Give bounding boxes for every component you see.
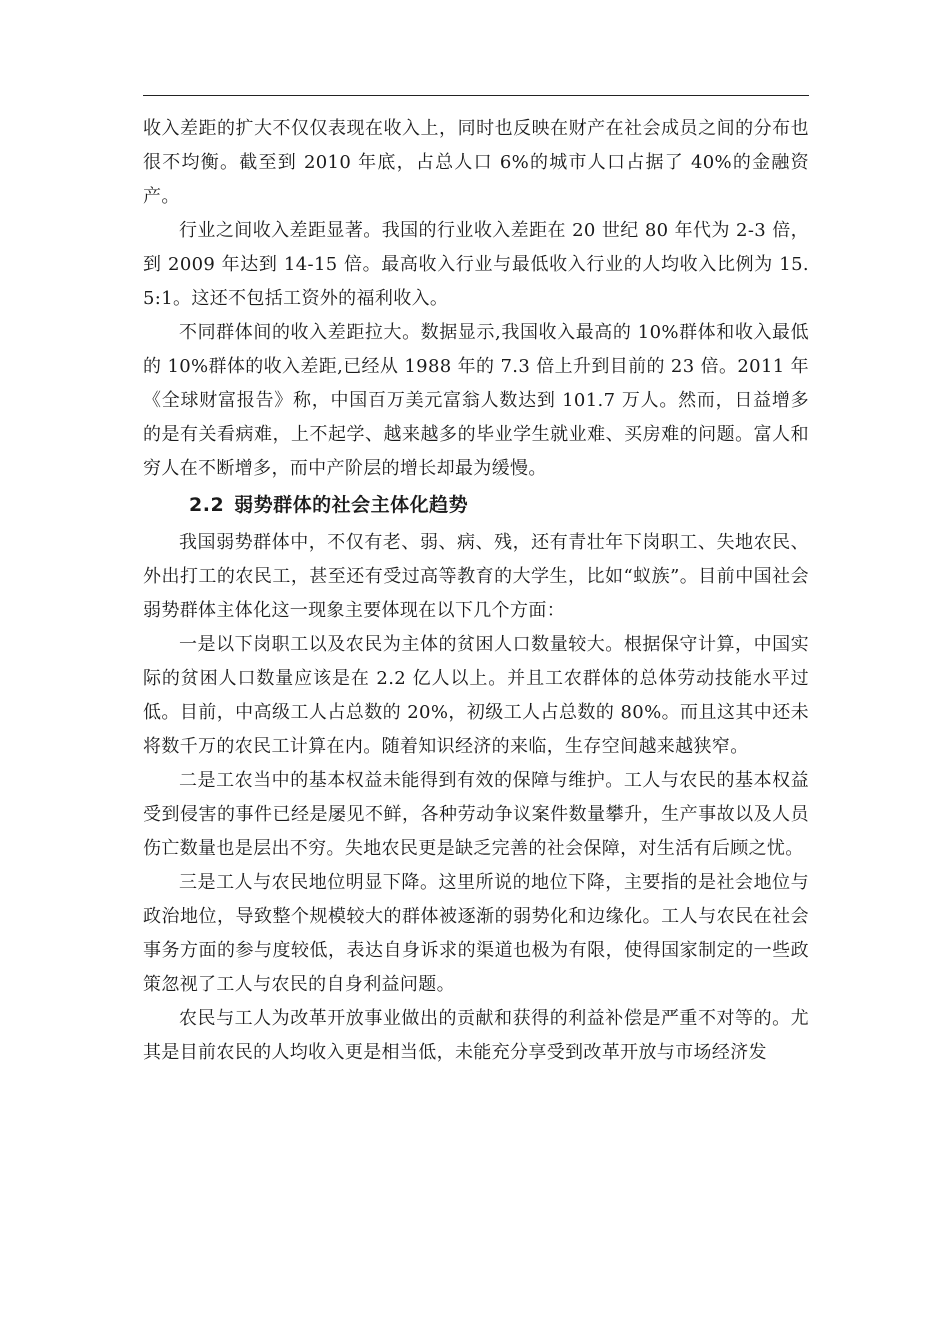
paragraph-point-three: 三是工人与农民地位明显下降。这里所说的地位下降，主要指的是社会地位与政治地位，导致整个规模较大的群体被逐渐的弱势化和边缘化。工人与农民在社会事务方面的参与度较低，表达自身诉求的渠道也极为有限，使得国家制定的一些政策忽视了工人与农民的自身利益问题。	[143, 872, 809, 995]
paragraph-group-gap: 不同群体间的收入差距拉大。数据显示,我国收入最高的 10%群体和收入最低的 10%群体的收入差距,已经从 1988 年的 7.3 倍上升到目前的 23 倍。2011 年《全球财富报告》称，中国百万美元富翁人数达到 101.7 万人。然而，日益增多的是有关看病难，上不起学、越来越多的毕业学生就业难、买房难的问题。富人和穷人在不断增多，而中产阶层的增长却最为缓慢。	[143, 322, 809, 479]
paragraph-compensation: 农民与工人为改革开放事业做出的贡献和获得的利益补偿是严重不对等的。尤其是目前农民的人均收入更是相当低，未能充分享受到改革开放与市场经济发	[143, 1008, 809, 1063]
section-title: 弱势群体的社会主体化趋势	[234, 494, 469, 516]
header-rule	[143, 95, 809, 96]
paragraph-property-distribution: 收入差距的扩大不仅仅表现在收入上，同时也反映在财产在社会成员之间的分布也很不均衡。截至到 2010 年底，占总人口 6%的城市人口占据了 40%的金融资产。	[143, 118, 809, 207]
section-number: 2.2	[189, 494, 225, 516]
document-body	[143, 112, 809, 1070]
section-heading	[143, 488, 809, 522]
paragraph-point-one: 一是以下岗职工以及农民为主体的贫困人口数量较大。根据保守计算，中国实际的贫困人口数量应该是在 2.2 亿人以上。并且工农群体的总体劳动技能水平过低。目前，中高级工人占总数的 20%，初级工人占总数的 80%。而且这其中还未将数千万的农民工计算在内。随着知识经济的来临，生存空间越来越狭窄。	[143, 634, 809, 757]
paragraph-vulnerable-groups: 我国弱势群体中，不仅有老、弱、病、残，还有青壮年下岗职工、失地农民、外出打工的农民工，甚至还有受过高等教育的大学生，比如“蚁族”。目前中国社会弱势群体主体化这一现象主要体现在以下几个方面：	[143, 532, 809, 621]
paragraph-industry-gap: 行业之间收入差距显著。我国的行业收入差距在 20 世纪 80 年代为 2-3 倍，到 2009 年达到 14-15 倍。最高收入行业与最低收入行业的人均收入比例为 15.5:1。这还不包括工资外的福利收入。	[143, 220, 809, 309]
paragraph-point-two: 二是工农当中的基本权益未能得到有效的保障与维护。工人与农民的基本权益受到侵害的事件已经是屡见不鲜，各种劳动争议案件数量攀升，生产事故以及人员伤亡数量也是层出不穷。失地农民更是缺乏完善的社会保障，对生活有后顾之忧。	[143, 770, 809, 859]
